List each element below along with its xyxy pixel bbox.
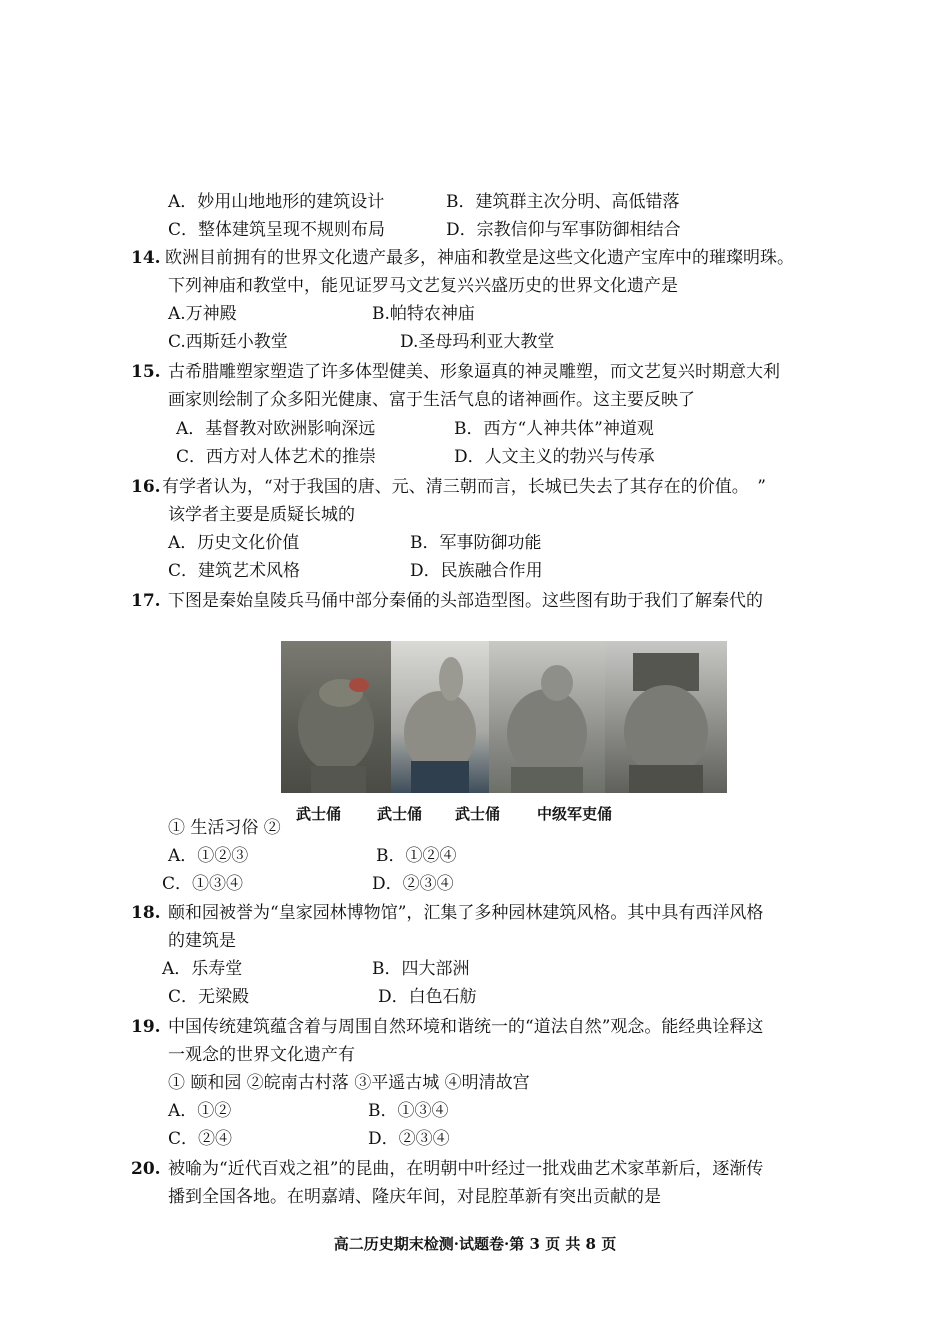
text-line: A．妙用山地地形的建筑设计 xyxy=(168,192,385,212)
text-line: D．②③④ xyxy=(368,1129,450,1149)
text-line: C．①③④ xyxy=(162,874,244,894)
text-line: C．无梁殿 xyxy=(168,987,250,1007)
text-line: B．四大部洲 xyxy=(372,959,470,979)
text-line: ① 生活习俗 ② xyxy=(168,818,281,838)
text-line: ① 颐和园 ②皖南古村落 ③平遥古城 ④明清故宫 xyxy=(168,1073,530,1093)
text-line: A．①②③ xyxy=(168,846,249,866)
text-line: 18. xyxy=(131,903,161,923)
text-line: 16. xyxy=(131,477,161,497)
text-line: B．①③④ xyxy=(368,1101,449,1121)
text-line: D．人文主义的勃兴与传承 xyxy=(454,447,655,467)
warrior-head-image-2 xyxy=(391,641,489,793)
text-line: D.圣母玛利亚大教堂 xyxy=(400,332,555,352)
text-line: 14. xyxy=(131,248,161,268)
text-line: 播到全国各地。在明嘉靖、隆庆年间，对昆腔革新有突出贡献的是 xyxy=(168,1187,661,1207)
text-line: 15. xyxy=(131,362,161,382)
text-line: B．西方“人神共体”神道观 xyxy=(454,419,654,439)
text-line: 下图是秦始皇陵兵马俑中部分秦俑的头部造型图。这些图有助于我们了解秦代的 xyxy=(168,591,763,611)
text-line: 被喻为“近代百戏之祖”的昆曲，在明朝中叶经过一批戏曲艺术家革新后，逐渐传 xyxy=(168,1159,764,1179)
text-line: A．乐寿堂 xyxy=(162,959,243,979)
text-line: 20. xyxy=(131,1159,161,1179)
text-line: B．军事防御功能 xyxy=(410,533,542,553)
warrior-head-image-1 xyxy=(281,641,391,793)
text-line: A．基督教对欧洲影响深远 xyxy=(176,419,376,439)
text-line: C．建筑艺术风格 xyxy=(168,561,301,581)
text-line: 该学者主要是质疑长城的 xyxy=(168,505,355,525)
text-line: D．宗教信仰与军事防御相结合 xyxy=(446,220,681,240)
terracotta-warrior-heads-figure xyxy=(281,641,727,793)
text-line: A.万神殿 xyxy=(168,304,237,324)
text-line: A．①② xyxy=(168,1101,232,1121)
text-line: C．②④ xyxy=(168,1129,233,1149)
text-line: D．②③④ xyxy=(372,874,454,894)
text-line: 一观念的世界文化遗产有 xyxy=(168,1045,355,1065)
text-line: 欧洲目前拥有的世界文化遗产最多，神庙和教堂是这些文化遗产宝库中的璀璨明珠。 xyxy=(165,248,794,268)
text-line: 17. xyxy=(131,591,161,611)
text-line: 有学者认为，“对于我国的唐、元、清三朝而言，长城已失去了其存在的价值。 ” xyxy=(162,477,766,497)
officer-head-image xyxy=(605,641,727,793)
text-line: 的建筑是 xyxy=(168,931,236,951)
text-line: C.西斯廷小教堂 xyxy=(168,332,288,352)
text-line: D．白色石舫 xyxy=(378,987,477,1007)
text-line: C．整体建筑呈现不规则布局 xyxy=(168,220,386,240)
figure-caption-3: 武士俑 xyxy=(455,805,501,823)
text-line: C．西方对人体艺术的推崇 xyxy=(176,447,377,467)
text-line: B.帕特农神庙 xyxy=(372,304,475,324)
text-line: 古希腊雕塑家塑造了许多体型健美、形象逼真的神灵雕塑，而文艺复兴时期意大利 xyxy=(168,362,780,382)
text-line: 下列神庙和教堂中，能见证罗马文艺复兴兴盛历史的世界文化遗产是 xyxy=(168,276,678,296)
text-line: D．民族融合作用 xyxy=(410,561,543,581)
text-line: 中国传统建筑蕴含着与周围自然环境和谐统一的“道法自然”观念。能经典诠释这 xyxy=(168,1017,764,1037)
figure-caption-4: 中级军吏俑 xyxy=(537,805,613,823)
text-line: A．历史文化价值 xyxy=(168,533,300,553)
text-line: B．①②④ xyxy=(376,846,457,866)
text-line: 颐和园被誉为“皇家园林博物馆”，汇集了多种园林建筑风格。其中具有西洋风格 xyxy=(168,903,764,923)
figure-caption-2: 武士俑 xyxy=(377,805,423,823)
figure-caption-1: 武士俑 xyxy=(296,805,342,823)
page-footer: 高二历史期末检测·试题卷·第 3 页 共 8 页 xyxy=(333,1235,617,1253)
text-line: B．建筑群主次分明、高低错落 xyxy=(446,192,680,212)
text-line: 画家则绘制了众多阳光健康、富于生活气息的诸神画作。这主要反映了 xyxy=(168,390,695,410)
text-line: 19. xyxy=(131,1017,161,1037)
warrior-head-image-3 xyxy=(489,641,605,793)
